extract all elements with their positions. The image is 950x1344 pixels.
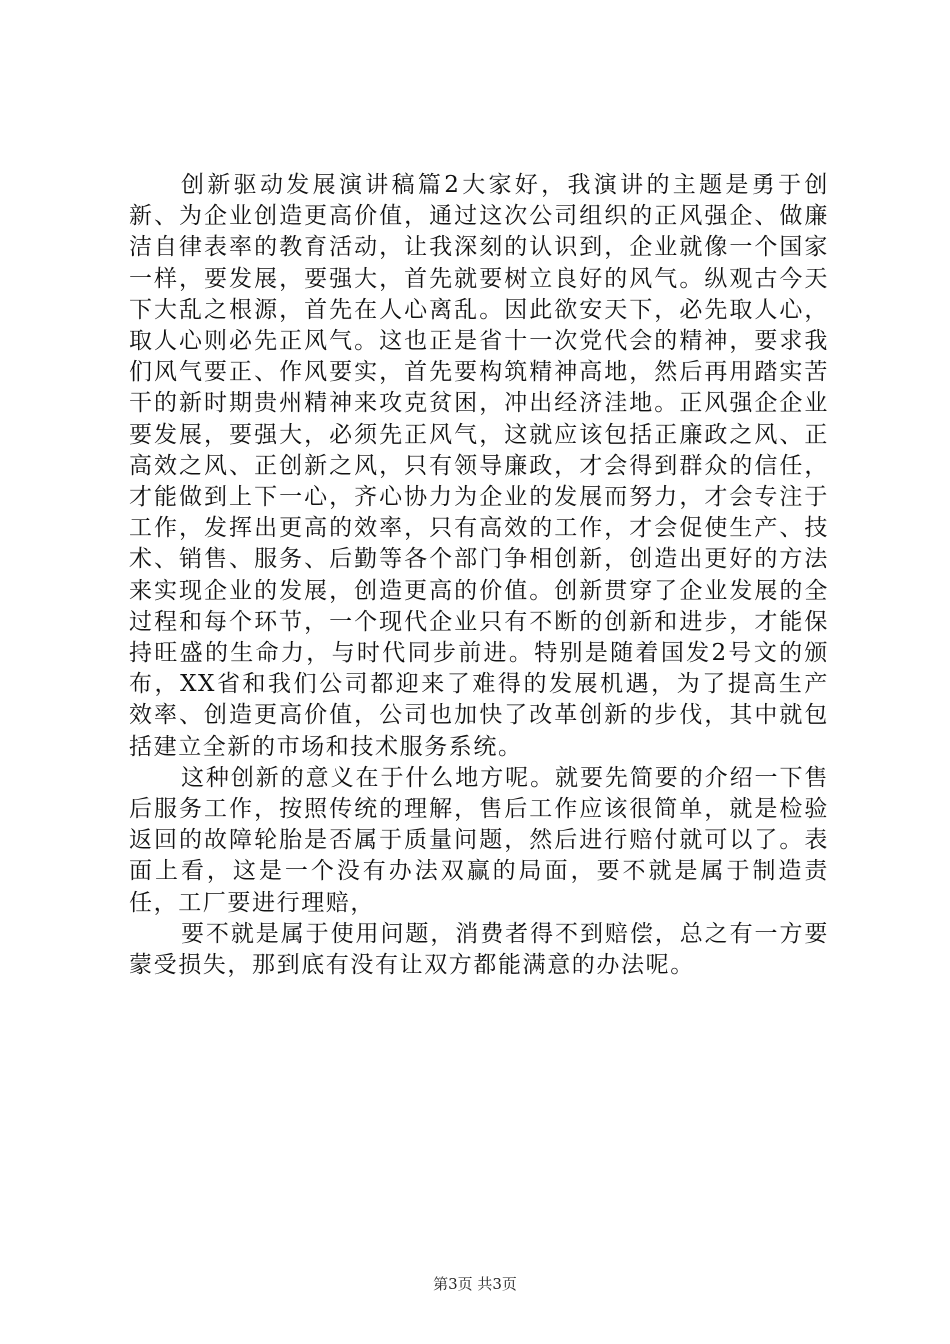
- page-footer: 第3页 共3页: [433, 1275, 517, 1293]
- document-body: [129, 170, 829, 981]
- paragraph-1: 创新驱动发展演讲稿篇2大家好，我演讲的主题是勇于创新、为企业创造更高价值，通过这次公司组织的正风强企、做廉洁自律表率的教育活动，让我深刻的认识到，企业就像一个国家一样，要发展，要强大，首先就要树立良好的风气。纵观古今天下大乱之根源，首先在人心离乱。因此欲安天下，必先取人心，取人心则必先正风气。这也正是省十一次党代会的精神，要求我们风气要正、作风要实，首先要构筑精神高地，然后再用踏实苦干的新时期贵州精神来攻克贫困，冲出经济洼地。正风强企企业要发展，要强大，必须先正风气，这就应该包括正廉政之风、正高效之风、正创新之风，只有领导廉政，才会得到群众的信任，才能做到上下一心，齐心协力为企业的发展而努力，才会专注于工作，发挥出更高的效率，只有高效的工作，才会促使生产、技术、销售、服务、后勤等各个部门争相创新，创造出更好的方法来实现企业的发展，创造更高的价值。创新贯穿了企业发展的全过程和每个环节，一个现代企业只有不断的创新和进步，才能保持旺盛的生命力，与时代同步前进。特别是随着国发2号文的颁布，XX省和我们公司都迎来了难得的发展机遇，为了提高生产效率、创造更高价值，公司也加快了改革创新的步伐，其中就包括建立全新的市场和技术服务系统。: [129, 172, 829, 760]
- paragraph-3: 要不就是属于使用问题，消费者得不到赔偿，总之有一方要蒙受损失，那到底有没有让双方都能满意的办法呢。: [129, 920, 829, 979]
- paragraph-2: 这种创新的意义在于什么地方呢。就要先简要的介绍一下售后服务工作，按照传统的理解，售后工作应该很简单，就是检验返回的故障轮胎是否属于质量问题，然后进行赔付就可以了。表面上看，这是一个没有办法双赢的局面，要不就是属于制造责任，工厂要进行理赔，: [129, 764, 829, 916]
